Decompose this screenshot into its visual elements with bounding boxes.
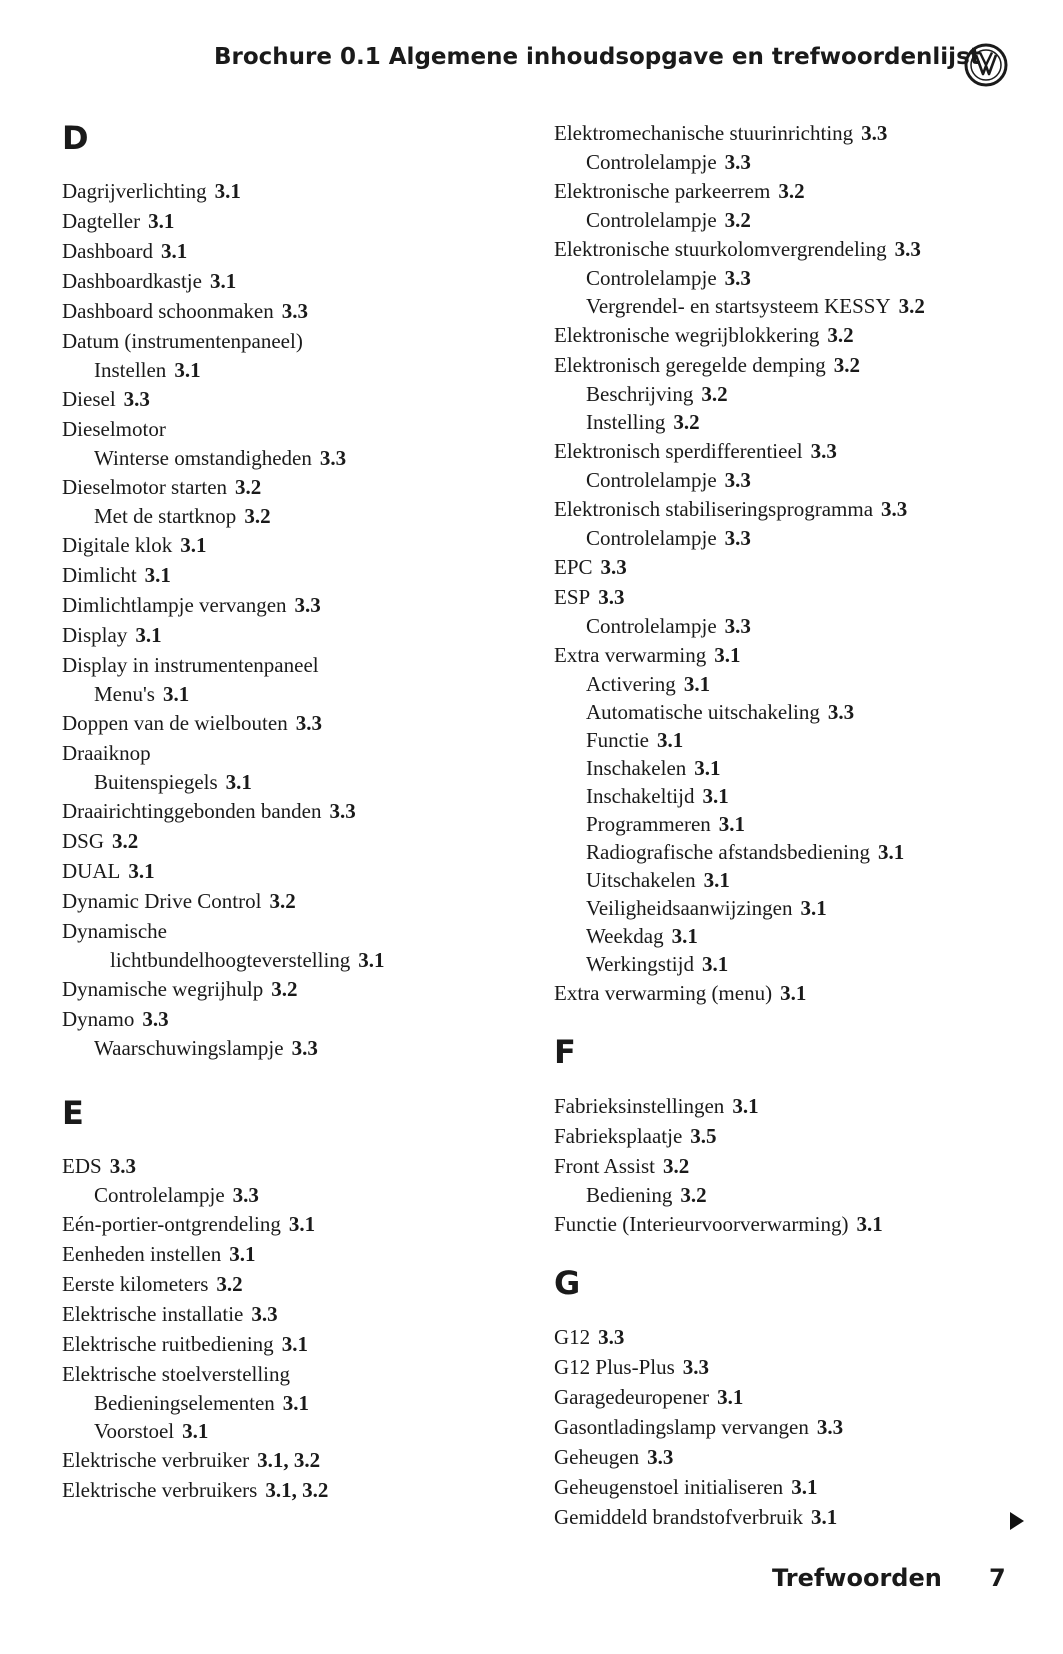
index-entry-term: Elektrische stoelverstelling [62, 1362, 291, 1386]
index-entry [554, 408, 925, 436]
index-entry-reference: 3.1 [209, 269, 237, 293]
index-entry-reference: 3.1 [811, 1505, 838, 1529]
index-entry [554, 1121, 883, 1151]
index-entry [554, 1091, 883, 1121]
index-entry [554, 350, 925, 380]
index-entry-reference: 3.1 [162, 682, 190, 706]
index-entry-reference: 3.1 [718, 812, 746, 836]
index-entry-term: Elektronische parkeerrem [554, 179, 771, 203]
index-entry [554, 894, 925, 922]
index-entry-term: Veiligheidsaanwijzingen [586, 896, 793, 920]
index-entry [554, 754, 925, 782]
index-entry [62, 472, 385, 502]
section-e-continued-entries [554, 118, 925, 1008]
index-entry-reference: 3.2 [898, 294, 925, 318]
index-entry-term: Activering [586, 672, 676, 696]
vw-logo-icon [964, 43, 1008, 87]
index-entry-term: Inschakeltijd [586, 784, 695, 808]
index-entry-term: Dynamic Drive Control [62, 889, 262, 913]
index-entry-reference: 3.3 [724, 266, 751, 290]
index-entry-term: Datum (instrumentenpaneel) [62, 329, 303, 353]
index-entry [554, 810, 925, 838]
section-letter-d: D [62, 119, 89, 157]
index-entry [554, 612, 925, 640]
index-entry [62, 738, 385, 768]
index-entry [554, 176, 925, 206]
index-entry-term: Beschrijving [586, 382, 694, 406]
index-entry-reference: 3.1 [703, 868, 730, 892]
index-entry-term: Functie (Interieurvoorverwarming) [554, 1212, 849, 1236]
index-entry [554, 118, 925, 148]
index-entry-reference: 3.2 [778, 179, 805, 203]
index-entry-term: Automatische uitschakeling [586, 700, 820, 724]
index-entry-reference: 3.2 [673, 410, 700, 434]
index-entry-reference: 3.3 [109, 1154, 136, 1178]
index-entry [554, 782, 925, 810]
index-entry-term: Functie [586, 728, 649, 752]
index-entry [62, 530, 385, 560]
index-entry-reference: 3.3 [123, 387, 150, 411]
index-entry-reference: 3.3 [598, 585, 625, 609]
index-entry [62, 974, 385, 1004]
index-entry [554, 148, 925, 176]
index-entry-term: Dynamo [62, 1007, 135, 1031]
index-entry [554, 640, 925, 670]
index-entry [554, 978, 925, 1008]
index-entry-reference: 3.1 [214, 179, 241, 203]
index-entry-reference: 3.3 [291, 1036, 318, 1060]
index-entry [554, 1502, 843, 1532]
index-entry [62, 502, 385, 530]
index-entry-term: Diesel [62, 387, 116, 411]
index-entry-term: Elektronisch geregelde demping [554, 353, 826, 377]
index-entry [62, 590, 385, 620]
index-entry-reference: 3.1 [281, 1332, 308, 1356]
index-entry-reference: 3.1 [717, 1385, 744, 1409]
index-entry-reference: 3.1 [180, 533, 207, 557]
index-entry [554, 264, 925, 292]
index-entry [62, 560, 385, 590]
index-entry-reference: 3.3 [810, 439, 837, 463]
index-entry-term: Dagteller [62, 209, 141, 233]
index-entry-term: Garagedeuropener [554, 1385, 710, 1409]
index-entry [554, 380, 925, 408]
index-entry-term: Controlelampje [586, 266, 717, 290]
index-entry-reference: 3.1 [856, 1212, 883, 1236]
index-entry [554, 1322, 843, 1352]
page-header-title: Brochure 0.1 Algemene inhoudsopgave en trefwoordenlijst [214, 44, 981, 70]
index-entry-term: Bediening [586, 1183, 673, 1207]
index-entry [554, 524, 925, 552]
index-entry-term: Werkingstijd [586, 952, 694, 976]
index-entry-reference: 3.2 [827, 323, 854, 347]
index-entry-term: Fabrieksinstellingen [554, 1094, 725, 1118]
index-entry [62, 1445, 328, 1475]
index-entry [62, 1269, 328, 1299]
index-entry-term: Elektromechanische stuurinrichting [554, 121, 854, 145]
index-entry-term: Elektronische wegrijblokkering [554, 323, 820, 347]
index-entry-reference: 3.3 [329, 799, 356, 823]
index-entry [62, 856, 385, 886]
index-entry-term: Dynamische [62, 919, 167, 943]
index-entry [62, 946, 385, 974]
index-entry [62, 1209, 328, 1239]
index-entry-term: EPC [554, 555, 593, 579]
continue-arrow-icon [1010, 1512, 1024, 1530]
index-entry-term: Geheugenstoel initialiseren [554, 1475, 784, 1499]
index-entry [62, 444, 385, 472]
index-entry [62, 708, 385, 738]
index-entry-reference: 3.2 [701, 382, 728, 406]
index-entry-term: Fabrieksplaatje [554, 1124, 683, 1148]
index-entry [554, 866, 925, 894]
index-entry-term: Elektronische stuurkolomvergrendeling [554, 237, 887, 261]
index-entry-reference: 3.2 [833, 353, 860, 377]
index-entry-reference: 3.2 [216, 1272, 243, 1296]
index-entry-reference: 3.1 [657, 728, 684, 752]
index-entry-term: G12 Plus-Plus [554, 1355, 675, 1379]
section-letter-e: E [62, 1094, 84, 1132]
index-entry [554, 1382, 843, 1412]
index-entry-reference: 3.3 [724, 614, 751, 638]
index-entry-term: Controlelampje [586, 468, 717, 492]
index-entry-reference: 3.3 [861, 121, 888, 145]
index-entry-reference: 3.3 [894, 237, 921, 261]
index-entry-reference: 3.2 [244, 504, 271, 528]
index-entry-term: Draaiknop [62, 741, 151, 765]
section-f-entries [554, 1091, 883, 1239]
index-entry [62, 796, 385, 826]
index-entry-reference: 3.1, 3.2 [265, 1478, 329, 1502]
index-entry-reference: 3.1 [128, 859, 155, 883]
index-entry-term: Dashboard [62, 239, 153, 263]
index-entry [554, 234, 925, 264]
index-entry-reference: 3.1 [160, 239, 188, 263]
index-entry [62, 1389, 328, 1417]
index-entry-term: Voorstoel [94, 1419, 175, 1443]
index-entry-term: Elektrische verbruiker [62, 1448, 250, 1472]
index-entry-term: Menu's [94, 682, 155, 706]
index-entry-reference: 3.1 [135, 623, 162, 647]
index-entry-reference: 3.3 [682, 1355, 710, 1379]
index-entry-term: Dashboardkastje [62, 269, 202, 293]
index-entry-reference: 3.2 [680, 1183, 707, 1207]
index-entry [62, 1475, 328, 1505]
section-letter-g: G [554, 1264, 581, 1302]
section-letter-f: F [554, 1033, 576, 1071]
index-entry-reference: 3.1 [732, 1094, 759, 1118]
index-entry [554, 206, 925, 234]
index-entry-reference: 3.3 [598, 1325, 625, 1349]
index-entry [554, 1352, 843, 1382]
index-entry-term: DUAL [62, 859, 121, 883]
section-d-entries [62, 176, 385, 1062]
index-entry-term: Winterse omstandigheden [94, 446, 312, 470]
index-entry [554, 1209, 883, 1239]
index-entry-term: Dieselmotor starten [62, 475, 228, 499]
index-entry-reference: 3.1 [144, 563, 171, 587]
index-entry [554, 838, 925, 866]
index-entry-term: Geheugen [554, 1445, 640, 1469]
index-entry [62, 680, 385, 708]
index-entry-reference: 3.1 [780, 981, 807, 1005]
index-entry-term: Gasontladingslamp vervangen [554, 1415, 809, 1439]
index-entry-term: Digitale klok [62, 533, 173, 557]
index-entry-term: Elektronisch sperdifferentieel [554, 439, 803, 463]
index-entry-term: Buitenspiegels [94, 770, 218, 794]
index-entry-reference: 3.1, 3.2 [257, 1448, 321, 1472]
index-entry [554, 292, 925, 320]
index-entry-term: Met de startknop [94, 504, 237, 528]
index-entry-reference: 3.1 [182, 1419, 209, 1443]
index-entry-term: Display in instrumentenpaneel [62, 653, 319, 677]
index-entry-reference: 3.3 [294, 593, 321, 617]
index-entry [554, 1181, 883, 1209]
index-entry-term: Bedieningselementen [94, 1391, 275, 1415]
index-entry [62, 266, 385, 296]
index-entry-term: G12 [554, 1325, 591, 1349]
page-number: 7 [989, 1564, 1006, 1592]
index-entry-reference: 3.1 [174, 358, 201, 382]
index-entry-term: Display [62, 623, 128, 647]
footer-section-label: Trefwoorden [772, 1564, 942, 1592]
index-entry [62, 826, 385, 856]
index-entry-term: Instellen [94, 358, 167, 382]
index-entry-term: Eerste kilometers [62, 1272, 209, 1296]
index-entry [62, 384, 385, 414]
index-entry [62, 1239, 328, 1269]
index-entry [62, 620, 385, 650]
index-entry-term: Programmeren [586, 812, 711, 836]
index-entry-term: Controlelampje [586, 150, 717, 174]
index-entry [554, 466, 925, 494]
index-entry [554, 1442, 843, 1472]
index-entry [62, 1299, 328, 1329]
index-entry [554, 1472, 843, 1502]
index-entry [554, 922, 925, 950]
index-entry [554, 950, 925, 978]
index-entry [62, 296, 385, 326]
index-entry-reference: 3.3 [232, 1183, 259, 1207]
index-entry-reference: 3.3 [600, 555, 627, 579]
index-entry-term: Controlelampje [94, 1183, 225, 1207]
index-entry [554, 494, 925, 524]
index-entry-reference: 3.3 [251, 1302, 278, 1326]
index-entry [62, 886, 385, 916]
index-entry-term: Instelling [586, 410, 666, 434]
index-entry [62, 650, 385, 680]
index-entry-reference: 3.3 [281, 299, 308, 323]
index-entry [554, 436, 925, 466]
index-entry [62, 236, 385, 266]
section-g-entries [554, 1322, 843, 1532]
index-entry-reference: 3.3 [295, 711, 322, 735]
index-entry-reference: 3.5 [690, 1124, 717, 1148]
index-entry-term: Dimlichtlampje vervangen [62, 593, 287, 617]
index-entry [554, 1151, 883, 1181]
index-entry-reference: 3.2 [235, 475, 262, 499]
index-entry [62, 414, 385, 444]
index-entry-reference: 3.1 [288, 1212, 316, 1236]
index-entry-reference: 3.1 [701, 952, 729, 976]
index-entry-reference: 3.1 [148, 209, 175, 233]
index-entry-term: Dimlicht [62, 563, 137, 587]
index-entry-reference: 3.3 [724, 468, 751, 492]
index-entry-reference: 3.2 [269, 889, 296, 913]
index-entry-term: Controlelampje [586, 526, 717, 550]
index-entry [554, 552, 925, 582]
index-entry-term: Dynamische wegrijhulp [62, 977, 264, 1001]
index-entry-reference: 3.3 [647, 1445, 674, 1469]
index-entry [62, 176, 385, 206]
index-entry-term: Elektrische installatie [62, 1302, 244, 1326]
index-entry [554, 320, 925, 350]
index-entry-reference: 3.1 [694, 756, 721, 780]
index-entry [62, 1329, 328, 1359]
index-entry-reference: 3.2 [724, 208, 751, 232]
index-entry-reference: 3.1 [671, 924, 698, 948]
index-entry-reference: 3.2 [662, 1154, 690, 1178]
index-entry-term: Inschakelen [586, 756, 687, 780]
index-entry [62, 1359, 328, 1389]
index-entry-reference: 3.1 [358, 948, 385, 972]
index-entry-term: EDS [62, 1154, 102, 1178]
index-entry-term: Controlelampje [586, 614, 717, 638]
index-entry-term: Dashboard schoonmaken [62, 299, 274, 323]
index-entry [554, 582, 925, 612]
index-entry-term: Draairichtinggebonden banden [62, 799, 322, 823]
index-entry-term: DSG [62, 829, 105, 853]
index-entry-term: Eenheden instellen [62, 1242, 222, 1266]
index-entry [62, 1181, 328, 1209]
index-entry-reference: 3.1 [683, 672, 711, 696]
index-entry-reference: 3.1 [702, 784, 729, 808]
index-entry-reference: 3.2 [112, 829, 139, 853]
index-entry-reference: 3.1 [282, 1391, 310, 1415]
index-entry-reference: 3.3 [724, 150, 751, 174]
index-entry [62, 1151, 328, 1181]
index-entry-term: Extra verwarming (menu) [554, 981, 773, 1005]
index-entry-reference: 3.3 [142, 1007, 169, 1031]
index-entry-term: ESP [554, 585, 591, 609]
index-entry-term: Elektrische verbruikers [62, 1478, 258, 1502]
index-entry [62, 1034, 385, 1062]
index-entry-reference: 3.3 [816, 1415, 844, 1439]
index-entry-reference: 3.1 [225, 770, 252, 794]
index-entry [62, 1004, 385, 1034]
index-entry-term: Extra verwarming [554, 643, 707, 667]
index-entry [62, 356, 385, 384]
index-entry-term: Elektronisch stabiliseringsprogramma [554, 497, 874, 521]
index-entry [62, 326, 385, 356]
index-entry-term: Dieselmotor [62, 417, 166, 441]
index-entry-reference: 3.3 [724, 526, 751, 550]
index-entry-reference: 3.3 [319, 446, 347, 470]
index-entry [554, 670, 925, 698]
index-entry [62, 206, 385, 236]
index-entry-reference: 3.3 [881, 497, 908, 521]
index-entry-term: Vergrendel- en startsysteem KESSY [586, 294, 891, 318]
index-entry [554, 698, 925, 726]
index-entry-term: Weekdag [586, 924, 664, 948]
index-entry-reference: 3.1 [714, 643, 741, 667]
index-entry-term: lichtbundelhoogteverstelling [110, 948, 351, 972]
index-entry-reference: 3.1 [791, 1475, 818, 1499]
index-entry-term: Radiografische afstandsbediening [586, 840, 870, 864]
index-entry [62, 768, 385, 796]
index-entry-term: Front Assist [554, 1154, 655, 1178]
index-entry [554, 1412, 843, 1442]
index-entry-reference: 3.2 [271, 977, 298, 1001]
index-entry-term: Dagrijverlichting [62, 179, 207, 203]
index-entry-term: Elektrische ruitbediening [62, 1332, 274, 1356]
index-entry [554, 726, 925, 754]
index-entry [62, 916, 385, 946]
index-entry-term: Controlelampje [586, 208, 717, 232]
index-entry-term: Waarschuwingslampje [94, 1036, 284, 1060]
index-entry [62, 1417, 328, 1445]
index-entry-term: Eén-portier-ontgrendeling [62, 1212, 281, 1236]
index-entry-reference: 3.1 [800, 896, 827, 920]
index-entry-reference: 3.1 [878, 840, 905, 864]
index-entry-term: Gemiddeld brandstofverbruik [554, 1505, 804, 1529]
index-entry-reference: 3.3 [827, 700, 855, 724]
index-entry-reference: 3.1 [229, 1242, 256, 1266]
index-entry-term: Doppen van de wielbouten [62, 711, 288, 735]
index-entry-term: Uitschakelen [586, 868, 696, 892]
section-e-entries [62, 1151, 328, 1505]
